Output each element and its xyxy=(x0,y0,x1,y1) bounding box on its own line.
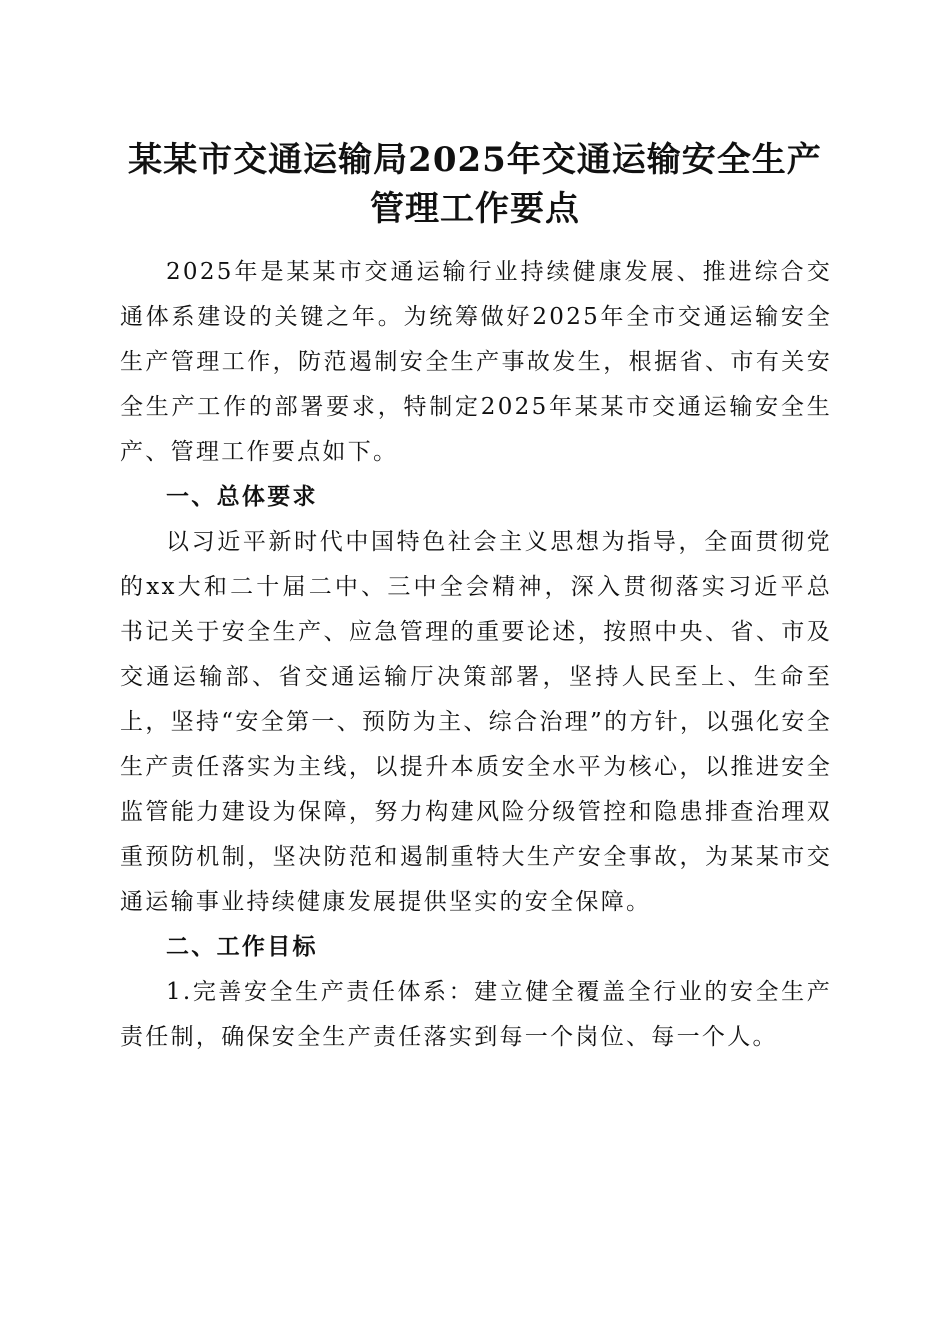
document-title-line1: 某某市交通运输局2025年交通运输安全生产 xyxy=(128,140,822,180)
section2-heading: 二、工作目标 xyxy=(166,934,318,960)
intro-paragraph: 2025年是某某市交通运输行业持续健康发展、推进综合交通体系建设的关键之年。为统筹做好2025年全市交通运输安全生产管理工作，防范遏制安全生产事故发生，根据省、市有关安全生产工作的部署要求，特制定2025年某某市交通运输安全生产、管理工作要点如下。 xyxy=(120,259,832,465)
section1-paragraph: 以习近平新时代中国特色社会主义思想为指导，全面贯彻党的xx大和二十届二中、三中全会精神，深入贯彻落实习近平总书记关于安全生产、应急管理的重要论述，按照中央、省、市及交通运输部、省交通运输厅决策部署，坚持人民至上、生命至上，坚持“安全第一、预防为主、综合治理”的方针，以强化安全生产责任落实为主线，以提升本质安全水平为核心，以推进安全监管能力建设为保障，努力构建风险分级管控和隐患排查治理双重预防机制，坚决防范和遏制重特大生产安全事故，为某某市交通运输事业持续健康发展提供坚实的安全保障。 xyxy=(120,529,832,915)
section2-item-1: 1.完善安全生产责任体系：建立健全覆盖全行业的安全生产责任制，确保安全生产责任落实到每一个岗位、每一个人。 xyxy=(120,979,832,1050)
document-title-line2: 管理工作要点 xyxy=(370,189,580,229)
section1-heading: 一、总体要求 xyxy=(166,484,318,510)
document-body xyxy=(120,250,832,1060)
